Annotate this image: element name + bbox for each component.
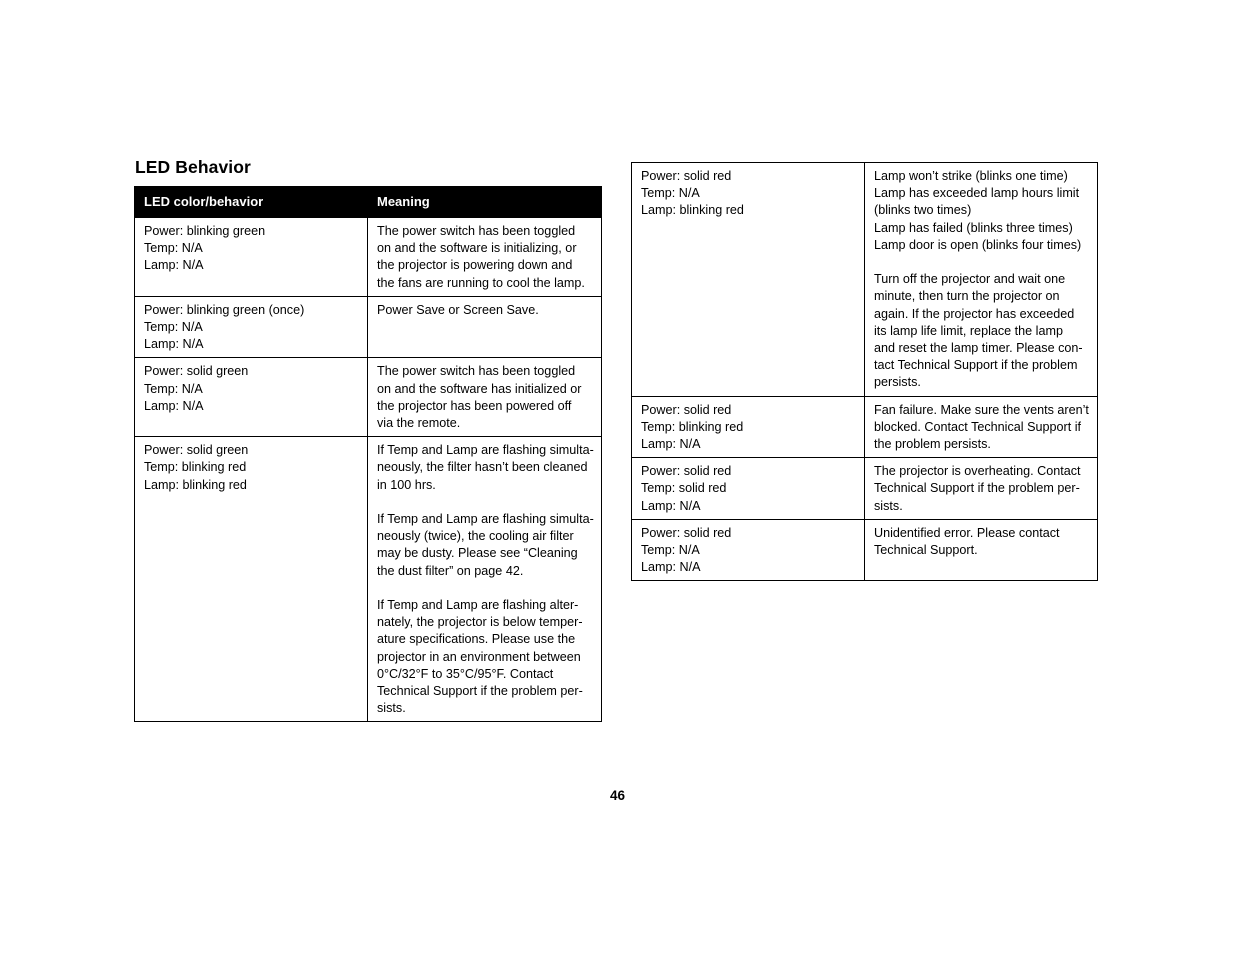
meaning-cell bbox=[368, 218, 602, 297]
cell-text-line: and reset the lamp timer. Please con- bbox=[874, 341, 1083, 356]
table-row bbox=[632, 519, 1098, 581]
cell-text-line: Lamp has exceeded lamp hours limit bbox=[874, 186, 1080, 201]
cell-text-line: Power: solid red bbox=[641, 169, 732, 183]
led-behavior-table-left bbox=[134, 186, 602, 722]
cell-text-line: on and the software has initialized or bbox=[377, 381, 582, 396]
cell-text-line: Fan failure. Make sure the vents aren’t bbox=[874, 402, 1089, 417]
led-behavior-cell bbox=[135, 358, 368, 437]
led-behavior-cell bbox=[135, 218, 368, 297]
paragraph-gap bbox=[874, 254, 1089, 271]
cell-text-line: Power: blinking green (once) bbox=[144, 302, 305, 317]
cell-text-line: Lamp: N/A bbox=[641, 498, 701, 513]
cell-text-line: Temp: blinking red bbox=[144, 460, 247, 475]
led-behavior-cell bbox=[632, 163, 865, 397]
cell-text-line: sists. bbox=[377, 701, 406, 716]
cell-text-line: 0°C/32°F to 35°C/95°F. Contact bbox=[377, 666, 554, 681]
meaning-cell bbox=[368, 358, 602, 437]
table-header-row bbox=[135, 187, 602, 218]
cell-text-line: Lamp won’t strike (blinks one time) bbox=[874, 169, 1068, 183]
cell-text-line: If Temp and Lamp are flashing simulta- bbox=[377, 512, 594, 527]
cell-text-line: minute, then turn the projector on bbox=[874, 289, 1060, 304]
led-behavior-cell bbox=[632, 458, 865, 520]
cell-text-line: blocked. Contact Technical Support if bbox=[874, 419, 1081, 434]
table-row bbox=[632, 163, 1098, 397]
cell-text-line: the fans are running to cool the lamp. bbox=[377, 275, 585, 290]
cell-text-line: nately, the projector is below temper- bbox=[377, 615, 583, 630]
section-title: LED Behavior bbox=[135, 157, 251, 177]
cell-text-line: Temp: N/A bbox=[144, 381, 203, 396]
cell-text-line: Power: solid green bbox=[144, 364, 249, 379]
led-behavior-cell bbox=[632, 396, 865, 458]
cell-text-line: the projector has been powered off bbox=[377, 398, 572, 413]
paragraph-gap bbox=[377, 494, 593, 511]
table-row bbox=[135, 437, 602, 722]
table-row bbox=[135, 358, 602, 437]
cell-text-line: projector in an environment between bbox=[377, 649, 581, 664]
cell-text-line: its lamp life limit, replace the lamp bbox=[874, 323, 1063, 338]
cell-text-line: Lamp: N/A bbox=[641, 560, 701, 575]
cell-text-line: Power: solid red bbox=[641, 525, 732, 540]
table-row bbox=[632, 396, 1098, 458]
cell-text-line: Lamp: N/A bbox=[144, 398, 204, 413]
header-led-color-behavior: LED color/behavior bbox=[135, 187, 368, 218]
cell-text-line: Lamp: N/A bbox=[144, 258, 204, 273]
cell-text-line: Power: solid red bbox=[641, 402, 732, 417]
meaning-cell bbox=[865, 163, 1098, 397]
table-row bbox=[135, 218, 602, 297]
cell-text-line: persists. bbox=[874, 375, 921, 390]
page-number: 46 bbox=[609, 788, 626, 803]
cell-text-line: Turn off the projector and wait one bbox=[874, 272, 1066, 287]
cell-text-line: The projector is overheating. Contact bbox=[874, 464, 1081, 479]
cell-text-line: Lamp has failed (blinks three times) bbox=[874, 220, 1073, 235]
cell-text-line: the projector is powering down and bbox=[377, 258, 573, 273]
cell-text-line: Temp: N/A bbox=[641, 543, 700, 558]
cell-text-line: Lamp: blinking red bbox=[144, 477, 247, 492]
cell-text-line: Power: blinking green bbox=[144, 224, 266, 238]
led-behavior-cell bbox=[632, 519, 865, 581]
cell-text-line: Temp: N/A bbox=[144, 241, 203, 256]
cell-text-line: sists. bbox=[874, 498, 903, 513]
cell-text-line: may be dusty. Please see “Cleaning bbox=[377, 546, 578, 561]
cell-text-line: Power: solid red bbox=[641, 464, 732, 479]
cell-text-line: The power switch has been toggled bbox=[377, 224, 576, 238]
cell-text-line: Temp: N/A bbox=[641, 186, 700, 201]
paragraph-gap bbox=[377, 580, 593, 597]
meaning-cell bbox=[368, 437, 602, 722]
cell-text-line: the dust filter” on page 42. bbox=[377, 563, 524, 578]
cell-text-line: Power: solid green bbox=[144, 443, 249, 458]
cell-text-line: If Temp and Lamp are flashing alter- bbox=[377, 598, 579, 613]
cell-text-line: again. If the projector has exceeded bbox=[874, 306, 1075, 321]
cell-text-line: neously (twice), the cooling air filter bbox=[377, 529, 574, 544]
cell-text-line: Lamp door is open (blinks four times) bbox=[874, 237, 1082, 252]
cell-text-line: the problem persists. bbox=[874, 437, 991, 452]
meaning-cell bbox=[865, 458, 1098, 520]
cell-text-line: (blinks two times) bbox=[874, 203, 972, 218]
cell-text-line: on and the software is initializing, or bbox=[377, 241, 577, 256]
table-row bbox=[135, 296, 602, 358]
cell-text-line: Lamp: blinking red bbox=[641, 203, 744, 218]
cell-text-line: tact Technical Support if the problem bbox=[874, 358, 1078, 373]
led-behavior-cell bbox=[135, 437, 368, 722]
cell-text-line: Technical Support. bbox=[874, 543, 978, 558]
cell-text-line: ature specifications. Please use the bbox=[377, 632, 576, 647]
cell-text-line: Temp: N/A bbox=[144, 320, 203, 335]
cell-text-line: Lamp: N/A bbox=[144, 337, 204, 352]
meaning-cell bbox=[865, 396, 1098, 458]
cell-text-line: neously, the filter hasn’t been cleaned bbox=[377, 460, 588, 475]
table-row bbox=[632, 458, 1098, 520]
cell-text-line: Lamp: N/A bbox=[641, 437, 701, 452]
led-behavior-table-right bbox=[631, 162, 1098, 581]
cell-text-line: Temp: solid red bbox=[641, 481, 727, 496]
cell-text-line: Unidentified error. Please contact bbox=[874, 525, 1060, 540]
cell-text-line: The power switch has been toggled bbox=[377, 364, 576, 379]
cell-text-line: If Temp and Lamp are flashing simulta- bbox=[377, 443, 594, 458]
cell-text-line: Technical Support if the problem per- bbox=[874, 481, 1080, 496]
cell-text-line: Temp: blinking red bbox=[641, 419, 744, 434]
led-behavior-cell bbox=[135, 296, 368, 358]
cell-text-line: via the remote. bbox=[377, 416, 461, 431]
cell-text-line: in 100 hrs. bbox=[377, 477, 436, 492]
meaning-cell bbox=[368, 296, 602, 358]
cell-text-line: Power Save or Screen Save. bbox=[377, 302, 539, 317]
cell-text-line: Technical Support if the problem per- bbox=[377, 684, 583, 699]
header-meaning: Meaning bbox=[368, 187, 602, 218]
meaning-cell bbox=[865, 519, 1098, 581]
